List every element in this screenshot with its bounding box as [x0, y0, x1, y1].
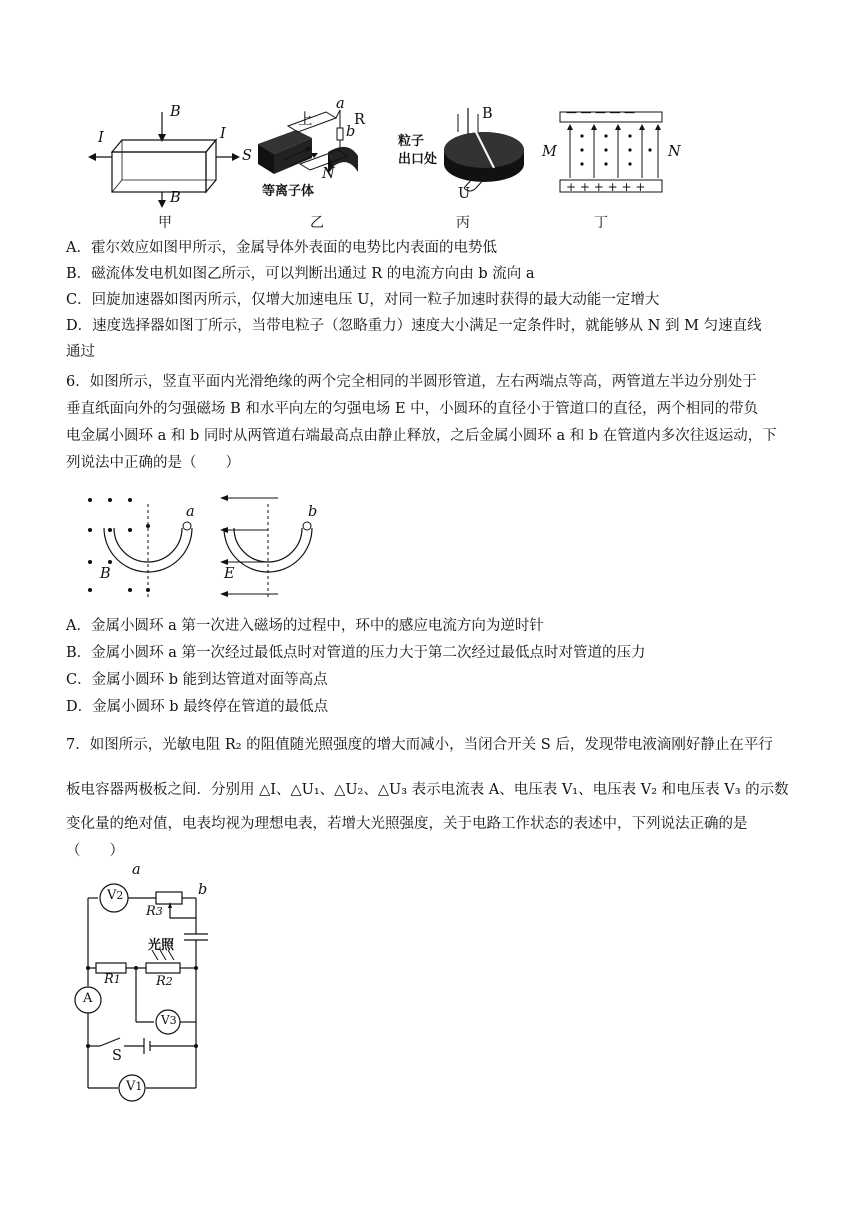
figure-velocity-selector	[540, 108, 690, 208]
q6-option-a: A．金属小圆环 a 第一次进入磁场的过程中，环中的感应电流方向为逆时针	[66, 618, 544, 634]
figure-cyclotron	[398, 104, 538, 210]
figure-hall-effect	[84, 102, 244, 212]
label-exit-1: 粒子	[398, 134, 425, 149]
label-b: b	[308, 504, 318, 520]
q5-option-d: D．速度选择器如图丁所示，当带电粒子（忽略重力）速度大小满足一定条件时，就能够从 N 到 M 匀速直线	[66, 318, 762, 334]
label-R3: R3	[146, 904, 163, 919]
label-V3: V3	[161, 1013, 177, 1027]
figure-q7-circuit	[74, 862, 224, 1108]
label-V2: V2	[107, 888, 124, 903]
q5-option-c: C．回旋加速器如图丙所示，仅增大加速电压 U，对同一粒子加速时获得的最大动能一定增大	[66, 292, 660, 308]
label-R2: R2	[156, 974, 173, 989]
caption-yi: 乙	[310, 215, 324, 231]
q5-option-d-cont: 通过	[66, 344, 95, 360]
label-I-left: I	[98, 130, 104, 146]
caption-jia: 甲	[158, 215, 172, 231]
figure-mhd-generator	[240, 96, 380, 210]
label-N: N	[668, 144, 681, 160]
label-B: B	[482, 106, 493, 122]
label-N: N	[322, 166, 335, 182]
label-A: A	[83, 991, 93, 1006]
label-B-top: B	[170, 104, 181, 120]
q7-stem-2: 板电容器两极板之间．分别用 △I、△U₁、△U₂、△U₃ 表示电流表 A、电压表 V₁、电压表 V₂ 和电压表 V₃ 的示数	[66, 782, 789, 798]
q6-option-c: C．金属小圆环 b 能到达管道对面等高点	[66, 672, 328, 688]
q7-stem-4: （ ）	[66, 843, 124, 859]
q5-option-b: B．磁流体发电机如图乙所示，可以判断出通过 R 的电流方向由 b 流向 a	[66, 266, 535, 282]
q6-stem-1: 6．如图所示，竖直平面内光滑绝缘的两个完全相同的半圆形管道，左右两端点等高，两管道左半边分别处于	[66, 374, 757, 390]
figure-q6-tubes	[82, 490, 342, 602]
label-M: M	[542, 144, 557, 160]
label-B: B	[100, 566, 111, 582]
label-E: E	[224, 566, 235, 582]
label-I-right: I	[220, 126, 226, 142]
q6-option-d: D．金属小圆环 b 最终停在管道的最低点	[66, 699, 329, 715]
q6-stem-3: 电金属小圆环 a 和 b 同时从两管道右端最高点由静止释放，之后金属小圆环 a 和 b 在管道内多次往返运动，下	[66, 428, 777, 444]
label-R1: R1	[104, 972, 121, 987]
caption-bing: 丙	[456, 215, 470, 231]
label-exit-2: 出口处	[398, 152, 438, 167]
label-plus-row: + + + + + +	[566, 180, 646, 194]
label-minus-row: — — — — —	[566, 106, 635, 119]
label-a: a	[186, 504, 195, 520]
caption-ding: 丁	[594, 215, 608, 231]
label-a: a	[132, 862, 141, 878]
label-light: 光照	[148, 938, 175, 953]
label-B-bottom: B	[170, 190, 181, 206]
label-plasma: 等离子体	[262, 184, 315, 199]
label-R: R	[354, 112, 365, 128]
label-U: U	[458, 186, 471, 202]
q6-stem-4: 列说法中正确的是（ ）	[66, 455, 240, 471]
q7-stem-3: 变化量的绝对值，电表均视为理想电表，若增大光照强度，关于电路工作状态的表述中，下列说法正确的是	[66, 816, 748, 832]
label-b: b	[346, 124, 356, 140]
label-V1: V1	[126, 1079, 143, 1094]
q7-stem-1: 7．如图所示，光敏电阻 R₂ 的阻值随光照强度的增大而减小，当闭合开关 S 后，发现带电液滴刚好静止在平行	[66, 737, 773, 753]
label-S: S	[112, 1048, 122, 1064]
q6-option-b: B．金属小圆环 a 第一次经过最低点时对管道的压力大于第二次经过最低点时对管道的压力	[66, 645, 646, 661]
label-S: S	[242, 148, 252, 164]
label-a: a	[336, 96, 345, 112]
q6-stem-2: 垂直纸面向外的匀强磁场 B 和水平向左的匀强电场 E 中，小圆环的直径小于管道口的直径，两个相同的带负	[66, 401, 759, 417]
label-top: 上	[298, 112, 313, 128]
label-b: b	[198, 882, 208, 898]
q5-option-a: A．霍尔效应如图甲所示，金属导体外表面的电势比内表面的电势低	[66, 240, 497, 256]
